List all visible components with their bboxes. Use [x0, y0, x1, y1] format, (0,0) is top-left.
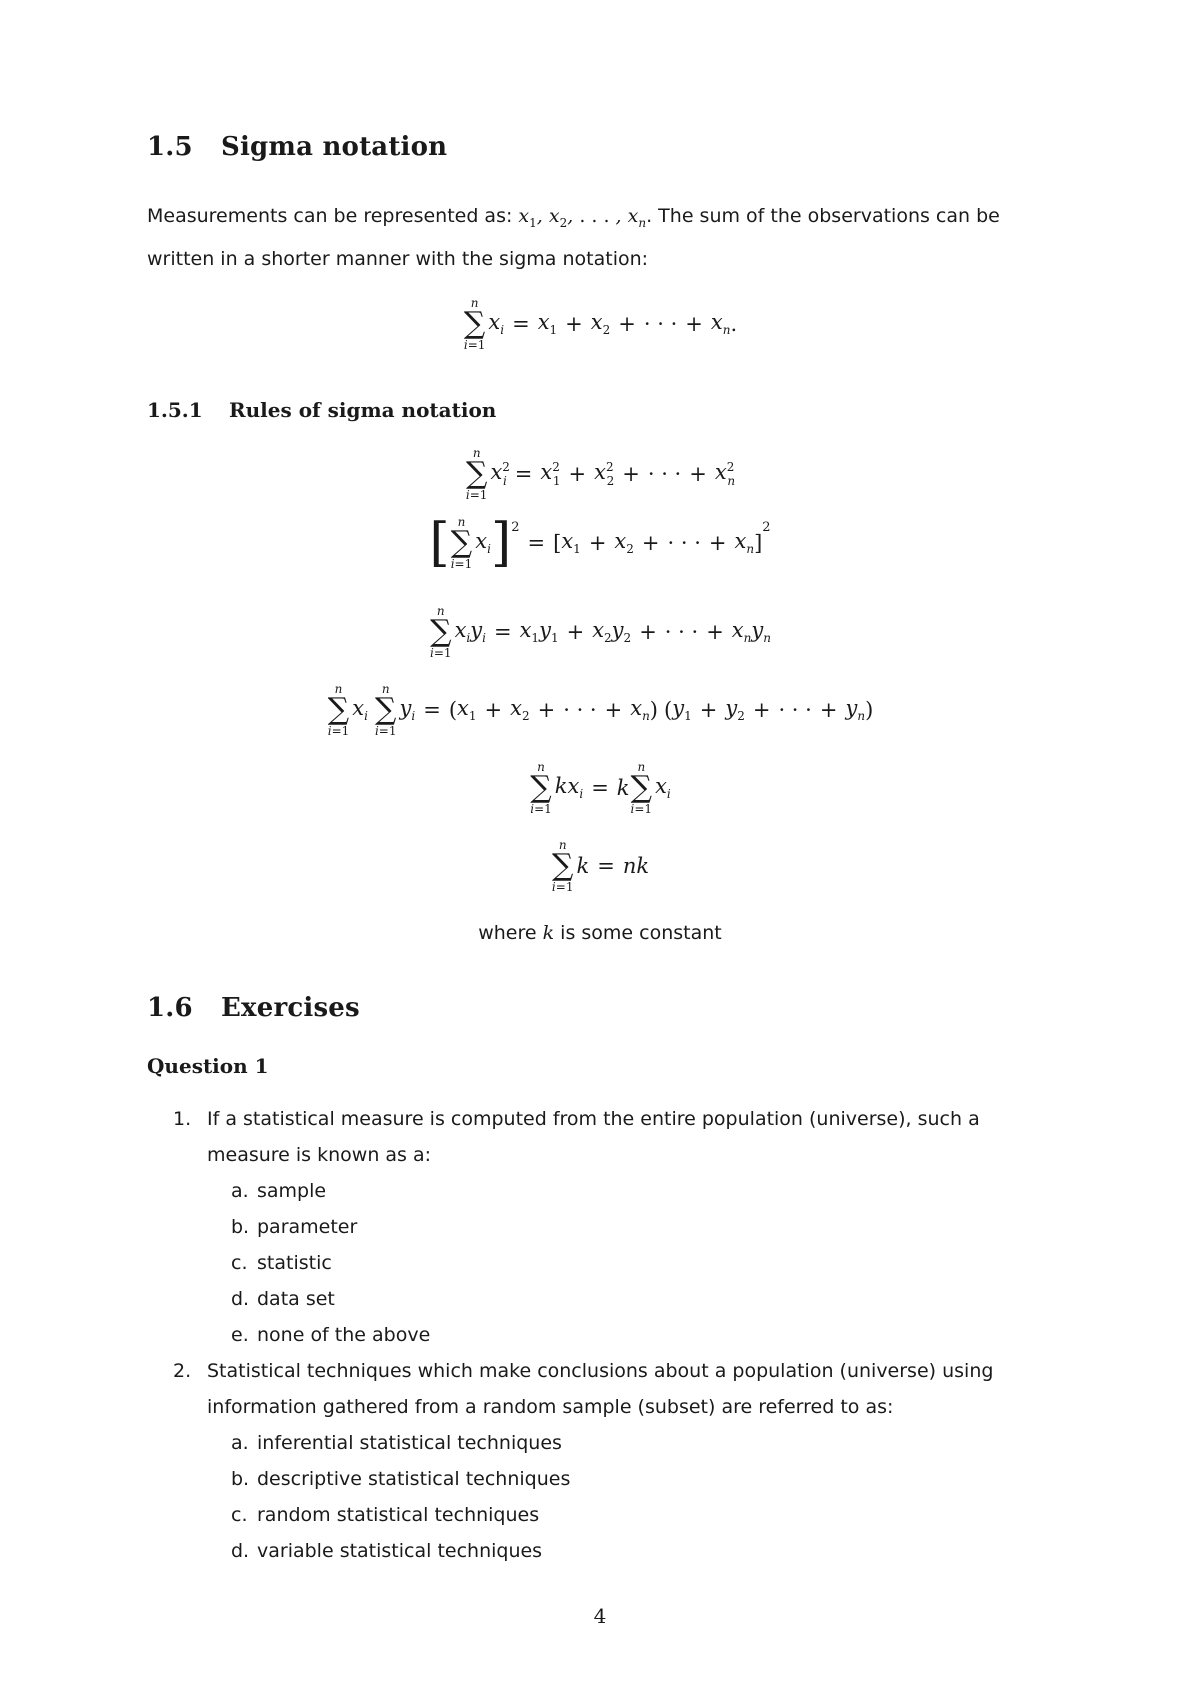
- question-list: [147, 1101, 1067, 1569]
- option-list: [207, 1173, 1067, 1353]
- intro-math: $x_1$, $x_2$, . . . , $x_n$: [518, 205, 647, 230]
- sum-symbol: n ∑ i=1: [463, 296, 486, 352]
- question-heading: Question 1: [147, 1054, 269, 1078]
- answer-option: c. statistic: [231, 1252, 332, 1274]
- subsection-heading: [147, 398, 496, 422]
- answer-option: b. descriptive statistical techniques: [231, 1468, 571, 1490]
- question-item: 1. If a statistical measure is computed from the entire population (universe), such a measure is known as a: a. sample b. parameter c. statistic d. data set e. none of the above: [147, 1101, 1067, 1353]
- answer-option: a. sample: [231, 1180, 327, 1202]
- intro-paragraph: Measurements can be represented as: $x_1$, $x_2$, . . . , $x_n$. The sum of the observations can be written in a shorter manner with the sigma notation:: [147, 205, 1000, 270]
- rule-equation-1: n ∑ i=1 $x^2_i$ = $x^2_1$ + $x^2_2$ + · · · + $x^2_n$: [465, 446, 736, 502]
- exercises-heading: [147, 993, 360, 1023]
- constant-note: where k is some constant: [478, 922, 722, 944]
- exercises-title: Exercises: [221, 993, 360, 1023]
- exercises-number: 1.6: [147, 993, 193, 1023]
- answer-option: b. parameter: [231, 1216, 358, 1238]
- option-list: [207, 1425, 1067, 1569]
- question-item: 2. Statistical techniques which make conclusions about a population (universe) using information gathered from a random sample (subset) are referred to as: a. inferential statistical techniques b. descriptive statistical techniques c. random statistical techniques d. variable statistical techniques: [147, 1353, 1067, 1569]
- question-text: If a statistical measure is computed from the entire population (universe), such a measure is known as a:: [207, 1108, 980, 1166]
- section-number: 1.5: [147, 132, 193, 162]
- question-text: Statistical techniques which make conclusions about a population (universe) using information gathered from a random sample (subset) are referred to as:: [207, 1360, 994, 1418]
- subsection-number: 1.5.1: [147, 398, 203, 422]
- answer-option: d. data set: [231, 1288, 335, 1310]
- sum-symbol: n ∑ i=1: [450, 515, 473, 571]
- sum-symbol: n ∑ i=1: [630, 760, 653, 816]
- answer-option: d. variable statistical techniques: [231, 1540, 543, 1562]
- rule-equation-5: n ∑ i=1 $kx_i$ = k n ∑ i=1 $x_i$: [530, 760, 671, 816]
- answer-option: a. inferential statistical techniques: [231, 1432, 562, 1454]
- sum-symbol: n ∑ i=1: [327, 682, 350, 738]
- sum-symbol: n ∑ i=1: [465, 446, 488, 502]
- sum-symbol: n ∑ i=1: [430, 604, 452, 660]
- rule-equation-3: n ∑ i=1 $x_iy_i$ = $x_1y_1$ + $x_2y_2$ + · · · + $x_ny_n$: [430, 604, 771, 660]
- main-equation: n ∑ i=1 $x_i$ = $x_1$ + $x_2$ + · · · + $x_n$ .: [463, 296, 738, 352]
- section-heading: [147, 132, 447, 162]
- section-title: Sigma notation: [221, 132, 448, 162]
- subsection-title: Rules of sigma notation: [229, 398, 497, 422]
- rule-equation-6: n ∑ i=1 k = nk: [551, 838, 650, 894]
- page-number: 4: [593, 1604, 607, 1628]
- answer-option: e. none of the above: [231, 1324, 431, 1346]
- rule-equation-2: [ n ∑ i=1 $x_i$ ] 2 = [ $x_1$ + $x_2$ + · · · + $x_n$ ] 2: [429, 513, 771, 573]
- answer-option: c. random statistical techniques: [231, 1504, 540, 1526]
- rule-equation-4: n ∑ i=1 $x_i$ n ∑ i=1 $y_i$ = ( $x_1$ + $x_2$ + · · · + $x_n$ ) ( $y_1$ + $y_2$ + · · · + $y_n$ ): [327, 682, 874, 738]
- sum-symbol: n ∑ i=1: [374, 682, 397, 738]
- sum-symbol: n ∑ i=1: [551, 838, 574, 894]
- sum-symbol: n ∑ i=1: [530, 760, 552, 816]
